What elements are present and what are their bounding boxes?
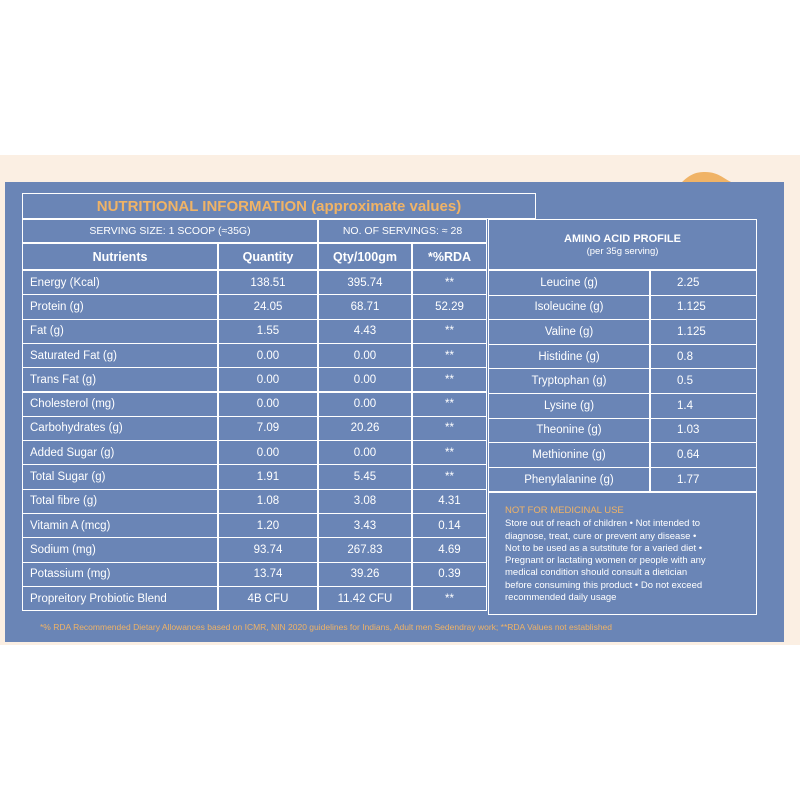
nutrient-quantity: 24.05 [218, 294, 318, 319]
nutrient-per-100g: 0.00 [318, 343, 412, 368]
nutrient-quantity: 0.00 [218, 392, 318, 417]
header-rda: *%RDA [412, 243, 487, 270]
nutrient-name: Vitamin A (mcg) [22, 513, 218, 538]
nutrient-rda: 0.14 [412, 513, 487, 538]
amino-acid-title: AMINO ACID PROFILE [564, 232, 681, 245]
header-nutrients: Nutrients [22, 243, 218, 270]
nutrient-rda: 52.29 [412, 294, 487, 319]
warning-line: Pregnant or lactating women or people with any [505, 555, 706, 567]
amino-acid-value: 2.25 [650, 270, 757, 296]
warning-line: before consuming this product • Do not exceed [505, 579, 703, 591]
nutrient-name: Total fibre (g) [22, 489, 218, 514]
nutrient-name: Propreitory Probiotic Blend [22, 586, 218, 611]
nutrient-quantity: 0.00 [218, 440, 318, 465]
warning-line: medical condition should consult a dietician [505, 567, 688, 579]
nutrient-name: Carbohydrates (g) [22, 416, 218, 441]
nutrient-per-100g: 11.42 CFU [318, 586, 412, 611]
nutrient-per-100g: 4.43 [318, 319, 412, 344]
warning-line: Not to be used as a sutstitute for a varied diet • [505, 542, 703, 554]
amino-acid-header [488, 219, 757, 270]
amino-acid-name: Isoleucine (g) [488, 295, 650, 321]
table-title: NUTRITIONAL INFORMATION (approximate values) [22, 193, 536, 219]
amino-acid-value: 0.64 [650, 442, 757, 468]
warning-line: diagnose, treat, cure or prevent any disease • [505, 530, 697, 542]
amino-acid-name: Lysine (g) [488, 393, 650, 419]
nutrient-rda: 0.39 [412, 562, 487, 587]
nutrient-per-100g: 5.45 [318, 464, 412, 489]
nutrient-quantity: 4B CFU [218, 586, 318, 611]
amino-acid-name: Methionine (g) [488, 442, 650, 468]
nutrient-name: Cholesterol (mg) [22, 392, 218, 417]
nutrient-per-100g: 0.00 [318, 440, 412, 465]
amino-acid-name: Tryptophan (g) [488, 368, 650, 394]
nutrient-per-100g: 68.71 [318, 294, 412, 319]
nutrient-quantity: 138.51 [218, 270, 318, 295]
nutrient-per-100g: 39.26 [318, 562, 412, 587]
amino-acid-value: 1.125 [650, 319, 757, 345]
nutrient-rda: ** [412, 392, 487, 417]
number-of-servings: NO. OF SERVINGS: ≈ 28 [318, 219, 487, 243]
nutrient-rda: 4.69 [412, 537, 487, 562]
rda-footnote: *% RDA Recommended Dietary Allowances based on ICMR, NIN 2020 guidelines for Indians, Adult men Sedendray work; **RDA Values not established [40, 622, 613, 632]
serving-size: SERVING SIZE: 1 SCOOP (≈35G) [22, 219, 318, 243]
nutrient-quantity: 0.00 [218, 367, 318, 392]
nutrient-rda: ** [412, 367, 487, 392]
nutrient-rda: ** [412, 270, 487, 295]
header-qty-per-100g: Qty/100gm [318, 243, 412, 270]
nutrient-quantity: 1.20 [218, 513, 318, 538]
nutrient-rda: ** [412, 586, 487, 611]
nutrient-per-100g: 3.43 [318, 513, 412, 538]
warning-line: Store out of reach of children • Not intended to [505, 518, 701, 530]
warning-line: recommended daily usage [505, 592, 617, 604]
amino-acid-name: Valine (g) [488, 319, 650, 345]
nutrient-per-100g: 395.74 [318, 270, 412, 295]
amino-acid-value: 1.4 [650, 393, 757, 419]
nutrient-name: Saturated Fat (g) [22, 343, 218, 368]
nutrient-name: Fat (g) [22, 319, 218, 344]
amino-acid-name: Theonine (g) [488, 418, 650, 444]
nutrient-name: Added Sugar (g) [22, 440, 218, 465]
warnings-title: NOT FOR MEDICINAL USE [505, 505, 624, 516]
amino-acid-value: 1.03 [650, 418, 757, 444]
nutrient-quantity: 0.00 [218, 343, 318, 368]
nutrient-name: Total Sugar (g) [22, 464, 218, 489]
nutrient-per-100g: 267.83 [318, 537, 412, 562]
amino-acid-name: Leucine (g) [488, 270, 650, 296]
nutrient-name: Sodium (mg) [22, 537, 218, 562]
nutrient-quantity: 1.55 [218, 319, 318, 344]
nutrient-name: Energy (Kcal) [22, 270, 218, 295]
nutrient-quantity: 93.74 [218, 537, 318, 562]
nutrient-quantity: 7.09 [218, 416, 318, 441]
header-quantity: Quantity [218, 243, 318, 270]
nutrient-rda: 4.31 [412, 489, 487, 514]
warnings-box [488, 492, 757, 615]
amino-acid-subtitle: (per 35g serving) [586, 245, 659, 257]
nutrient-quantity: 1.91 [218, 464, 318, 489]
nutrient-quantity: 1.08 [218, 489, 318, 514]
nutrient-name: Trans Fat (g) [22, 367, 218, 392]
amino-acid-value: 1.125 [650, 295, 757, 321]
nutrient-per-100g: 3.08 [318, 489, 412, 514]
amino-acid-name: Phenylalanine (g) [488, 467, 650, 493]
amino-acid-value: 1.77 [650, 467, 757, 493]
nutrient-per-100g: 0.00 [318, 392, 412, 417]
nutrient-rda: ** [412, 343, 487, 368]
amino-acid-name: Histidine (g) [488, 344, 650, 370]
nutrient-name: Potassium (mg) [22, 562, 218, 587]
nutrient-per-100g: 20.26 [318, 416, 412, 441]
nutrient-quantity: 13.74 [218, 562, 318, 587]
nutrient-name: Protein (g) [22, 294, 218, 319]
nutrient-rda: ** [412, 416, 487, 441]
nutrient-rda: ** [412, 440, 487, 465]
nutrient-rda: ** [412, 319, 487, 344]
amino-acid-value: 0.5 [650, 368, 757, 394]
nutrient-rda: ** [412, 464, 487, 489]
amino-acid-value: 0.8 [650, 344, 757, 370]
nutrient-per-100g: 0.00 [318, 367, 412, 392]
